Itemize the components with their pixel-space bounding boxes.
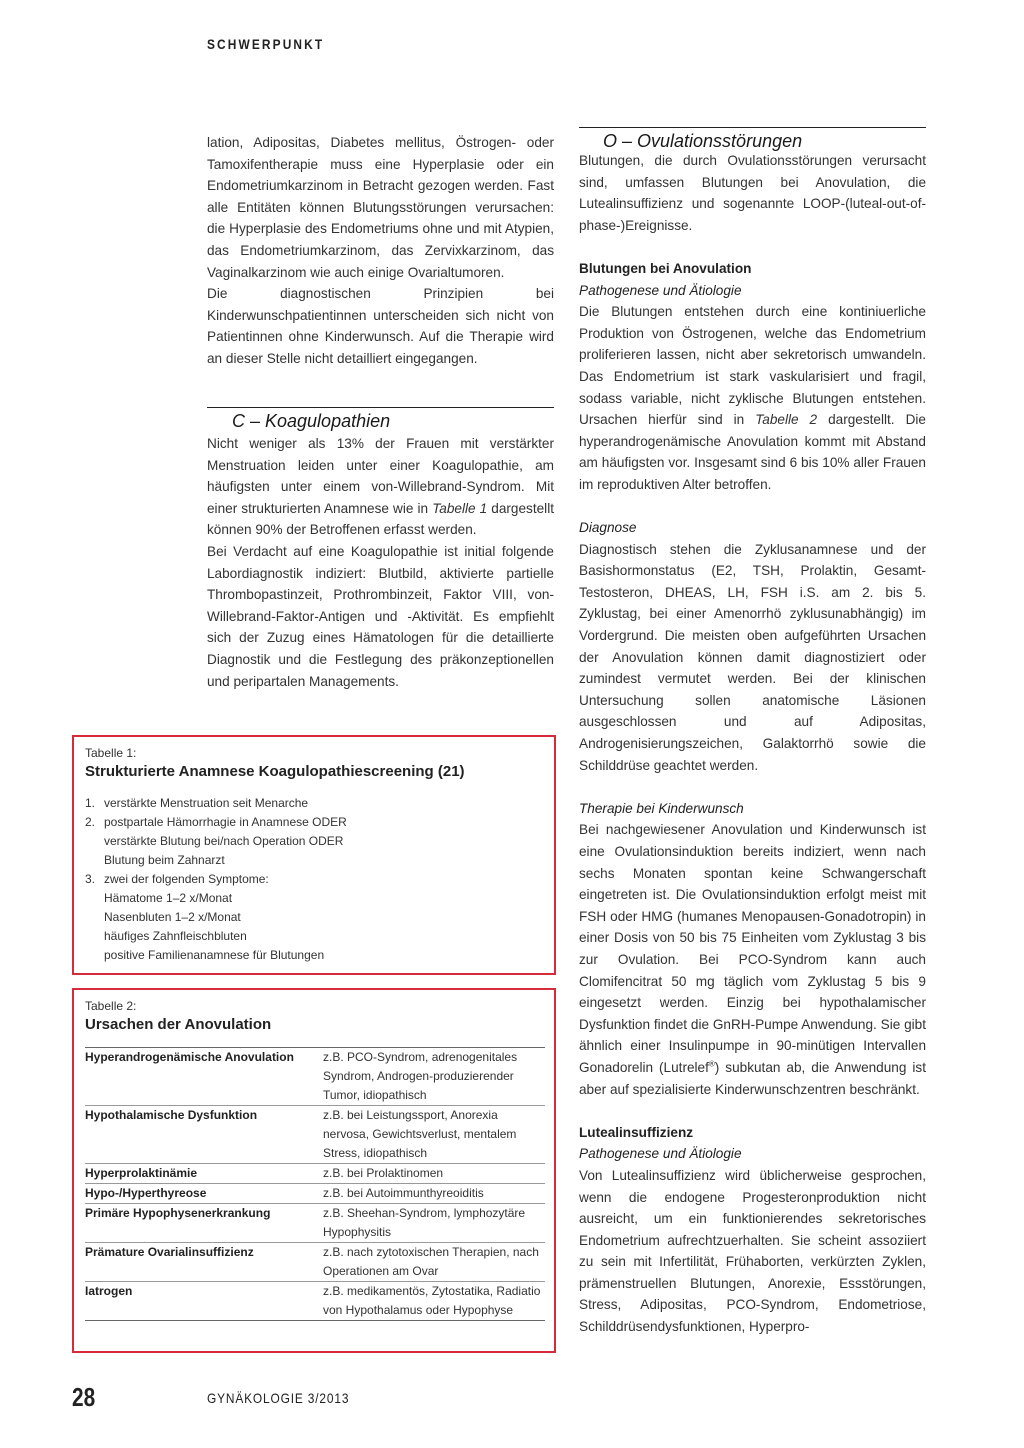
page-number: 28 bbox=[72, 1382, 96, 1412]
list-item: Blutung beim Zahnarzt bbox=[104, 853, 225, 867]
table-row: Hypothalamische Dysfunktion z.B. bei Leistungssport, Anorexia nervosa, Gewichtsverlust, mentalem Stress, idiopathisch bbox=[85, 1106, 545, 1164]
table-1 bbox=[72, 735, 556, 975]
table-2-caption: Tabelle 2: bbox=[85, 999, 137, 1013]
section-o-intro: Blutungen, die durch Ovulationsstörungen verursacht sind, umfassen Blutungen bei Anovulation, die Lutealinsuffizienz und sogenannte LOOP-(luteal-out-of-phase-)Ereignisse. bbox=[579, 153, 926, 233]
section-o-rule bbox=[579, 127, 926, 128]
left-column bbox=[207, 132, 554, 370]
table-row: Prämature Ovarialinsuffizienz z.B. nach zytotoxischen Therapien, nach Operationen am Ovar bbox=[85, 1243, 545, 1282]
table-2 bbox=[72, 988, 556, 1353]
registered-mark: ® bbox=[708, 1059, 715, 1069]
section-c-title: C – Koagulopathien bbox=[232, 411, 391, 431]
luteal-heading: Lutealinsuffizienz bbox=[579, 1124, 694, 1140]
left-paragraph-2: Die diagnostischen Prinzipien bei Kinderwunschpatientinnen unterscheiden sich nicht von Patientinnen ohne Kinderwunsch. Auf die Therapie wird an dieser Stelle nicht detailliert eingegangen. bbox=[207, 286, 554, 366]
table-2-reference: Tabelle 2 bbox=[755, 412, 818, 428]
list-item: Nasenbluten 1–2 x/Monat bbox=[104, 910, 241, 924]
table-2-grid bbox=[85, 1047, 545, 1321]
section-c-rule bbox=[207, 407, 554, 408]
table-1-list bbox=[85, 794, 543, 965]
list-item: 2. postpartale Hämorrhagie in Anamnese ODER bbox=[85, 815, 347, 829]
anovulation-heading: Blutungen bei Anovulation bbox=[579, 260, 752, 276]
left-paragraph-1: lation, Adipositas, Diabetes mellitus, Östrogen- oder Tamoxifentherapie muss eine Hyperplasie oder ein Endometriumkarzinom in Betracht gezogen werden. Fast alle Entitäten können Blutungsstörungen verursachen: die Hyperplasie des Endometriums ohne und mit Atypien, das Endometriumkarzinom, das Zervixkarzinom, das Vaginalkarzinom wie auch einige Ovarialtumoren. bbox=[207, 135, 554, 280]
therapy-paragraph: Bei nachgewiesener Anovulation und Kinderwunsch ist eine Ovulationsinduktion bereits indiziert, wenn nach sechs Monaten spontan keine Schwangerschaft eingetreten ist. Die Ovulationsinduktion erfolgt meist mit FSH oder HMG (humanes Menopausen-Gonadotropin) in einer Dosis von 50 bis 75 Einheiten vom Zyklustag 3 bis zur Ovulation. Bei PCO-Syndrom kann auch Clomifencitrat 50 mg täglich vom Zyklustag 5 bis 9 eingesetzt werden. Einzig bei hypothalamischer Dysfunktion findet die GnRH-Pumpe Anwendung. Sie gibt ähnlich einer Insulinpumpe in 90-minütigen Intervallen Gonadorelin (Lutrelef®) subkutan ab, die Anwendung ist aber auf spezialisierte Kinderwunschzentren beschränkt. bbox=[579, 822, 926, 1097]
list-item: positive Familienanamnese für Blutungen bbox=[104, 948, 325, 962]
anovulation-subheading: Pathogenese und Ätiologie bbox=[579, 282, 742, 298]
section-header: SCHWERPUNKT bbox=[207, 36, 325, 52]
table-1-caption: Tabelle 1: bbox=[85, 746, 137, 760]
section-c-body bbox=[207, 433, 554, 692]
diagnosis-paragraph: Diagnostisch stehen die Zyklusanamnese und der Basishormonstatus (E2, TSH, Prolaktin, Gesamt-Testosteron, DHEAS, LH, FSH i.S. am 2. bis 5. Zyklustag, bei einer Amenorrhö zyklusunabhängig) im Vordergrund. Die meisten oben aufgeführten Ursachen der Anovulation können damit diagnostiziert oder zumindest vermutet werden. Bei der klinischen Untersuchung sollen anatomische Läsionen ausgeschlossen und auf Adipositas, Androgenisierungszeichen, Galaktorrhö sowie die Schilddrüse geachtet werden. bbox=[579, 541, 926, 773]
table-row: Iatrogen z.B. medikamentös, Zytostatika, Radiatio von Hypothalamus oder Hypophyse bbox=[85, 1282, 545, 1321]
table-1-reference: Tabelle 1 bbox=[432, 500, 488, 516]
journal-issue: GYNÄKOLOGIE 3/2013 bbox=[207, 1390, 350, 1406]
diagnosis-subheading: Diagnose bbox=[579, 520, 637, 536]
list-item: 1. verstärkte Menstruation seit Menarche bbox=[85, 796, 309, 810]
list-item: Hämatome 1–2 x/Monat bbox=[104, 891, 233, 905]
table-row: Hyperprolaktinämie z.B. bei Prolaktinomen bbox=[85, 1164, 545, 1184]
table-row: Hyperandrogenämische Anovulation z.B. PCO-Syndrom, adrenogenitales Syndrom, Androgen-produzierender Tumor, idiopathisch bbox=[85, 1050, 518, 1102]
luteal-subheading: Pathogenese und Ätiologie bbox=[579, 1146, 742, 1162]
list-item: häufiges Zahnfleischbluten bbox=[104, 929, 247, 943]
table-row: Hypo-/Hyperthyreose z.B. bei Autoimmunthyreoiditis bbox=[85, 1184, 545, 1204]
table-row: Primäre Hypophysenerkrankung z.B. Sheehan-Syndrom, lymphozytäre Hypophysitis bbox=[85, 1204, 545, 1243]
table-1-title: Strukturierte Anamnese Koagulopathiescreening (21) bbox=[85, 763, 465, 780]
section-o-title: O – Ovulationsstörungen bbox=[603, 131, 803, 151]
right-column bbox=[579, 150, 926, 1338]
list-item: 3. zwei der folgenden Symptome: bbox=[85, 872, 269, 886]
section-c-paragraph-2: Bei Verdacht auf eine Koagulopathie ist initial folgende Labordiagnostik indiziert: Blutbild, aktivierte partielle Thrombopastinzeit, Prothrombinzeit, Faktor VIII, von-Willebrand-Faktor-Antigen und -Aktivität. Es empfiehlt sich der Zuzug eines Hämatologen für die detaillierte Diagnostik und die Festlegung des präkonzeptionellen und peripartalen Managements. bbox=[207, 543, 554, 689]
list-item: verstärkte Blutung bei/nach Operation ODER bbox=[104, 834, 344, 848]
table-2-title: Ursachen der Anovulation bbox=[85, 1016, 272, 1033]
luteal-paragraph: Von Lutealinsuffizienz wird üblicherweise gesprochen, wenn die endogene Progesteronproduktion nicht ausreicht, um ein funktionierendes sekretorisches Endometrium aufrechtzuerhalten. Sie scheint assoziiert zu sein mit Infertilität, Frühaborten, verkürzten Zyklen, prämenstruellen Blutungen, Anorexie, Essstörungen, Stress, Adipositas, PCO-Syndrom, Endometriose, Schilddrüsendysfunktionen, Hyperpro- bbox=[579, 1167, 926, 1335]
section-c-paragraph-1: Nicht weniger als 13% der Frauen mit verstärkter Menstruation leiden unter einer Koagulopathie, am häufigsten unter einem von-Willebrand-Syndrom. Mit einer strukturierten Anamnese wie in Tabelle 1 dargestellt können 90% der Betroffenen erfasst werden. bbox=[207, 436, 554, 538]
therapy-subheading: Therapie bei Kinderwunsch bbox=[579, 800, 744, 816]
anovulation-paragraph: Die Blutungen entstehen durch eine kontiniuerliche Produktion von Östrogenen, welche das Endometrium proliferieren lassen, nicht aber sekretorisch umwandeln. Das Endometrium ist stark vaskularisiert und fragil, sodass variable, nicht zyklische Blutungen entstehen. Ursachen hierfür sind in Tabelle 2 dargestellt. Die hyperandrogenämische Anovulation kommt mit Abstand am häufigsten vor. Insgesamt sind 6 bis 10% aller Frauen im reproduktiven Alter betroffen. bbox=[579, 304, 926, 492]
